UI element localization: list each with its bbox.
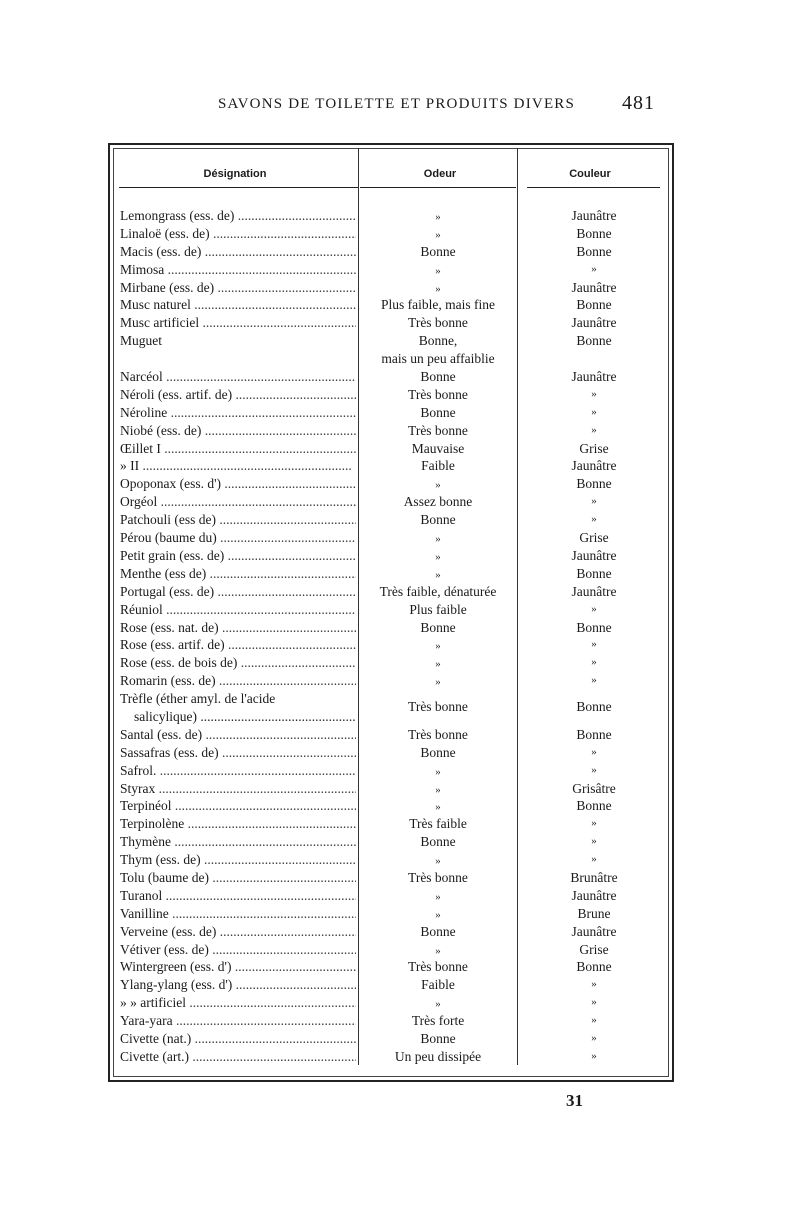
cell-designation <box>120 815 356 833</box>
cell-couleur: Bonne <box>576 798 612 814</box>
table-row <box>120 941 665 959</box>
odeur-text: » <box>435 890 441 903</box>
cell-odeur <box>360 698 516 716</box>
cell-designation <box>120 440 356 458</box>
running-title: SAVONS DE TOILETTE ET PRODUITS DIVERS <box>218 96 576 112</box>
designation-text: Vanilline <box>120 905 169 921</box>
table-row <box>120 332 665 368</box>
cell-designation <box>120 636 356 654</box>
odeur-text: Très faible <box>409 816 467 832</box>
odeur-text: Bonne <box>420 923 456 939</box>
designation-text: Rose (ess. nat. de) <box>120 619 219 635</box>
cell-couleur: » <box>591 405 597 418</box>
odeur-text: » <box>435 640 441 653</box>
cell-couleur: » <box>591 853 597 866</box>
odeur-text: Très bonne <box>408 386 468 402</box>
table-row <box>120 457 665 475</box>
cell-couleur: Jaunâtre <box>571 315 617 331</box>
designation-text: Macis (ess. de) <box>120 243 202 259</box>
table-row <box>120 762 665 780</box>
designation-text: Orgéol <box>120 494 158 510</box>
odeur-text: Mauvaise <box>411 440 465 456</box>
designation-text: Niobé (ess. de) <box>120 422 202 438</box>
table-row <box>120 565 665 583</box>
table-row <box>120 386 665 404</box>
cell-designation <box>120 601 356 619</box>
odeur-text: Bonne <box>420 834 456 850</box>
table-row <box>120 1030 665 1048</box>
designation-text: Trèfle (éther amyl. de l'acide <box>120 691 276 707</box>
table-row <box>120 815 665 833</box>
designation-text: Linaloë (ess. de) <box>120 225 210 241</box>
table-row <box>120 1012 665 1030</box>
table-row <box>120 1048 665 1066</box>
cell-couleur: Grise <box>579 440 609 456</box>
designation-text: Terpinolène <box>120 816 185 832</box>
cell-designation <box>120 404 356 422</box>
designation-text: Santal (ess. de) <box>120 726 203 742</box>
table-row <box>120 619 665 637</box>
odeur-text: Très faible, dénaturée <box>379 583 497 599</box>
table-row <box>120 887 665 905</box>
odeur-text: » <box>435 676 441 689</box>
cell-couleur: » <box>591 387 597 400</box>
designation-text: Yara-yara <box>120 1013 173 1029</box>
cell-odeur <box>360 493 516 511</box>
cell-designation <box>120 583 356 601</box>
cell-couleur: » <box>591 674 597 687</box>
cell-couleur: Jaunâtre <box>571 887 617 903</box>
table-row <box>120 869 665 887</box>
table-row <box>120 690 665 726</box>
odeur-text: » <box>435 282 441 295</box>
table-row <box>120 672 665 690</box>
table-row <box>120 422 665 440</box>
designation-text: Muguet <box>120 333 162 349</box>
cell-couleur: » <box>591 1014 597 1027</box>
designation-text: Mimosa <box>120 261 165 277</box>
designation-text: Mirbane (ess. de) <box>120 279 215 295</box>
designation-text: Sassafras (ess. de) <box>120 744 219 760</box>
odeur-text: » <box>435 211 441 223</box>
table-row <box>120 744 665 762</box>
designation-text: Romarin (ess. de) <box>120 673 216 689</box>
odeur-text: » <box>435 658 441 671</box>
designation-text: Rose (ess. de bois de) <box>120 655 238 671</box>
odeur-text: Très bonne <box>408 869 468 885</box>
odeur-text: Bonne <box>420 369 456 385</box>
cell-designation <box>120 511 356 529</box>
table-row <box>120 958 665 976</box>
page-number: 481 <box>622 92 655 114</box>
odeur-text: » <box>435 801 441 814</box>
column-header-couleur: Couleur <box>569 168 611 180</box>
cell-designation <box>120 386 356 404</box>
cell-designation <box>120 994 356 1012</box>
cell-designation <box>120 314 356 332</box>
designation-text: Réuniol <box>120 601 163 617</box>
cell-designation <box>120 279 356 297</box>
odeur-text: Assez bonne <box>403 494 473 510</box>
odeur-text-continued: mais un peu affaiblie <box>381 351 495 367</box>
odeur-text: Très bonne <box>408 726 468 742</box>
table-row <box>120 547 665 565</box>
cell-odeur <box>360 296 516 314</box>
designation-text-continued: salicylique) ..... <box>120 708 356 726</box>
cell-couleur: Bonne <box>576 699 612 715</box>
cell-designation <box>120 332 356 350</box>
designation-text: Turanol <box>120 887 163 903</box>
cell-designation <box>120 780 356 798</box>
table-row <box>120 261 665 279</box>
cell-designation <box>120 547 356 565</box>
odeur-text: » <box>435 550 441 563</box>
odeur-text: Très bonne <box>408 699 468 715</box>
cell-designation <box>120 207 356 225</box>
cell-couleur: Jaunâtre <box>571 547 617 563</box>
designation-text: » » artificiel <box>120 995 186 1011</box>
cell-couleur: Jaunâtre <box>571 279 617 295</box>
cell-couleur: Grise <box>579 941 609 957</box>
cell-couleur: Jaunâtre <box>571 458 617 474</box>
table-row <box>120 404 665 422</box>
cell-designation <box>120 887 356 905</box>
cell-designation <box>120 565 356 583</box>
designation-text: Vétiver (ess. de) <box>120 941 209 957</box>
header-rule <box>360 187 516 188</box>
cell-couleur: » <box>591 423 597 436</box>
odeur-text: Plus faible, mais fine <box>381 297 495 313</box>
table-row <box>120 368 665 386</box>
odeur-text: Bonne <box>420 512 456 528</box>
cell-couleur: Jaunâtre <box>571 923 617 939</box>
odeur-text: Bonne <box>420 744 456 760</box>
table-row <box>120 780 665 798</box>
cell-couleur: » <box>591 835 597 848</box>
designation-text: Ylang-ylang (ess. d') <box>120 977 233 993</box>
table-row <box>120 493 665 511</box>
odeur-text: » <box>435 264 441 277</box>
cell-designation <box>120 976 356 994</box>
cell-designation <box>120 225 356 243</box>
designation-text: Petit grain (ess. de) <box>120 547 225 563</box>
cell-odeur <box>360 1030 516 1048</box>
table-row <box>120 314 665 332</box>
designation-text: Œillet I <box>120 440 161 456</box>
table-row <box>120 905 665 923</box>
odeur-text: Bonne <box>420 619 456 635</box>
table-row <box>120 279 665 297</box>
odeur-text: Bonne, <box>418 333 458 349</box>
table-row <box>120 529 665 547</box>
designation-text: Pérou (baume du) <box>120 530 217 546</box>
designation-text: Safrol. <box>120 762 157 778</box>
cell-couleur: » <box>591 1049 597 1062</box>
column-header-odeur: Odeur <box>423 168 457 180</box>
cell-odeur <box>360 404 516 422</box>
cell-designation <box>120 475 356 493</box>
designation-text: Musc artificiel <box>120 315 200 331</box>
header-rule <box>119 187 358 188</box>
odeur-text: Très forte <box>411 1013 465 1029</box>
cell-designation <box>120 851 356 869</box>
designation-text: Tolu (baume de) <box>120 869 210 885</box>
cell-couleur: Brunâtre <box>570 869 618 885</box>
table-row <box>120 296 665 314</box>
cell-couleur: » <box>591 763 597 776</box>
cell-odeur <box>360 976 516 994</box>
cell-designation <box>120 654 356 672</box>
cell-designation <box>120 493 356 511</box>
table-row <box>120 833 665 851</box>
cell-odeur <box>360 314 516 332</box>
cell-couleur: » <box>591 495 597 508</box>
odeur-text: Bonne <box>420 404 456 420</box>
odeur-text: » <box>435 944 441 957</box>
odeur-text: Plus faible <box>409 601 467 617</box>
cell-designation <box>120 744 356 762</box>
cell-couleur: » <box>591 638 597 651</box>
cell-odeur <box>360 368 516 386</box>
table-row <box>120 654 665 672</box>
cell-designation <box>120 941 356 959</box>
cell-odeur <box>360 833 516 851</box>
cell-couleur: Bonne <box>576 565 612 581</box>
cell-designation <box>120 869 356 887</box>
odeur-text: Bonne <box>420 243 456 259</box>
cell-couleur: » <box>591 745 597 758</box>
cell-designation <box>120 672 356 690</box>
cell-odeur <box>360 601 516 619</box>
cell-designation <box>120 457 356 475</box>
cell-couleur: Grisâtre <box>572 780 616 796</box>
designation-text: Patchouli (ess de) <box>120 512 216 528</box>
designation-text: Terpinéol <box>120 798 172 814</box>
cell-designation <box>120 797 356 815</box>
odeur-text: Très bonne <box>408 315 468 331</box>
cell-odeur <box>360 923 516 941</box>
table-row <box>120 923 665 941</box>
cell-couleur: » <box>591 817 597 830</box>
table-row <box>120 726 665 744</box>
cell-couleur: Bonne <box>576 476 612 492</box>
cell-odeur <box>360 457 516 475</box>
cell-designation <box>120 1048 356 1066</box>
odeur-text: Faible <box>421 458 455 474</box>
table-body <box>120 207 665 1066</box>
table-row <box>120 601 665 619</box>
cell-odeur <box>360 332 516 368</box>
designation-text: Civette (art.) <box>120 1048 189 1064</box>
cell-designation <box>120 243 356 261</box>
designation-text: Wintergreen (ess. d') <box>120 959 232 975</box>
designation-text: Styrax <box>120 780 156 796</box>
table-row <box>120 243 665 261</box>
cell-designation <box>120 833 356 851</box>
column-header-designation: Désignation <box>203 168 267 180</box>
cell-couleur: » <box>591 996 597 1009</box>
cell-couleur: Grise <box>579 530 609 546</box>
odeur-text: » <box>435 908 441 921</box>
cell-designation <box>120 261 356 279</box>
running-head <box>0 92 800 118</box>
designation-text: Thym (ess. de) <box>120 852 201 868</box>
cell-odeur <box>360 815 516 833</box>
cell-odeur <box>360 619 516 637</box>
cell-couleur: Bonne <box>576 959 612 975</box>
cell-couleur: Jaunâtre <box>571 583 617 599</box>
odeur-text: » <box>435 568 441 581</box>
cell-designation <box>120 368 356 386</box>
table-row <box>120 511 665 529</box>
table-row <box>120 207 665 225</box>
cell-designation <box>120 923 356 941</box>
cell-couleur: Bonne <box>576 225 612 241</box>
designation-text: Thymène <box>120 834 171 850</box>
cell-couleur: Bonne <box>576 619 612 635</box>
cell-designation <box>120 726 356 744</box>
cell-couleur: Jaunâtre <box>571 208 617 223</box>
table-row <box>120 475 665 493</box>
cell-couleur: Bonne <box>576 333 612 349</box>
cell-couleur: » <box>591 656 597 669</box>
cell-designation <box>120 1012 356 1030</box>
cell-couleur: Jaunâtre <box>571 369 617 385</box>
designation-text: Lemongrass (ess. de) <box>120 208 235 223</box>
designation-text: » II <box>120 458 140 474</box>
cell-designation <box>120 296 356 314</box>
odeur-text: Faible <box>421 977 455 993</box>
signature-mark: 31 <box>566 1091 583 1110</box>
cell-odeur <box>360 440 516 458</box>
table-row <box>120 976 665 994</box>
cell-couleur: Brune <box>577 905 611 921</box>
cell-designation <box>120 529 356 547</box>
cell-designation <box>120 762 356 780</box>
odeur-text: Très bonne <box>408 422 468 438</box>
table-row <box>120 440 665 458</box>
designation-text: Opoponax (ess. d') <box>120 476 222 492</box>
odeur-text: » <box>435 533 441 546</box>
designation-text: Verveine (ess. de) <box>120 923 217 939</box>
cell-couleur: » <box>591 602 597 615</box>
cell-designation <box>120 905 356 923</box>
table-row <box>120 225 665 243</box>
designation-text: Narcéol <box>120 369 163 385</box>
cell-couleur: » <box>591 978 597 991</box>
cell-couleur: Bonne <box>576 243 612 259</box>
cell-odeur <box>360 583 516 601</box>
cell-odeur <box>360 1048 516 1066</box>
table-row <box>120 583 665 601</box>
designation-text: Portugal (ess. de) <box>120 583 215 599</box>
cell-designation <box>120 958 356 976</box>
cell-odeur <box>360 511 516 529</box>
designation-text: Menthe (ess de) <box>120 565 207 581</box>
table-row <box>120 851 665 869</box>
odeur-text: Très bonne <box>408 959 468 975</box>
table-row <box>120 797 665 815</box>
cell-designation <box>120 690 356 726</box>
odeur-text: » <box>435 479 441 492</box>
cell-odeur <box>360 958 516 976</box>
cell-odeur <box>360 1012 516 1030</box>
table-row <box>120 636 665 654</box>
cell-designation <box>120 1030 356 1048</box>
odeur-text: » <box>435 855 441 868</box>
cell-couleur: Bonne <box>576 297 612 313</box>
designation-text: Rose (ess. artif. de) <box>120 637 225 653</box>
cell-couleur: » <box>591 1032 597 1044</box>
cell-designation <box>120 422 356 440</box>
odeur-text: Un peu dissipée <box>394 1048 482 1064</box>
odeur-text: » <box>435 765 441 778</box>
odeur-text: Bonne <box>420 1031 456 1046</box>
cell-odeur <box>360 422 516 440</box>
odeur-text: » <box>435 228 441 241</box>
cell-odeur <box>360 386 516 404</box>
cell-odeur <box>360 744 516 762</box>
cell-odeur <box>360 243 516 261</box>
odeur-text: » <box>435 783 441 796</box>
table-row <box>120 994 665 1012</box>
designation-text: Néroline <box>120 404 168 420</box>
designation-text: Civette (nat.) <box>120 1031 192 1046</box>
cell-designation <box>120 619 356 637</box>
cell-odeur <box>360 869 516 887</box>
designation-text: Néroli (ess. artif. de) <box>120 386 233 402</box>
cell-couleur: » <box>591 262 597 275</box>
cell-couleur: » <box>591 513 597 526</box>
header-rule <box>527 187 660 188</box>
cell-odeur <box>360 726 516 744</box>
designation-text: Musc naturel <box>120 297 191 313</box>
odeur-text: » <box>435 998 441 1011</box>
cell-couleur: Bonne <box>576 726 612 742</box>
